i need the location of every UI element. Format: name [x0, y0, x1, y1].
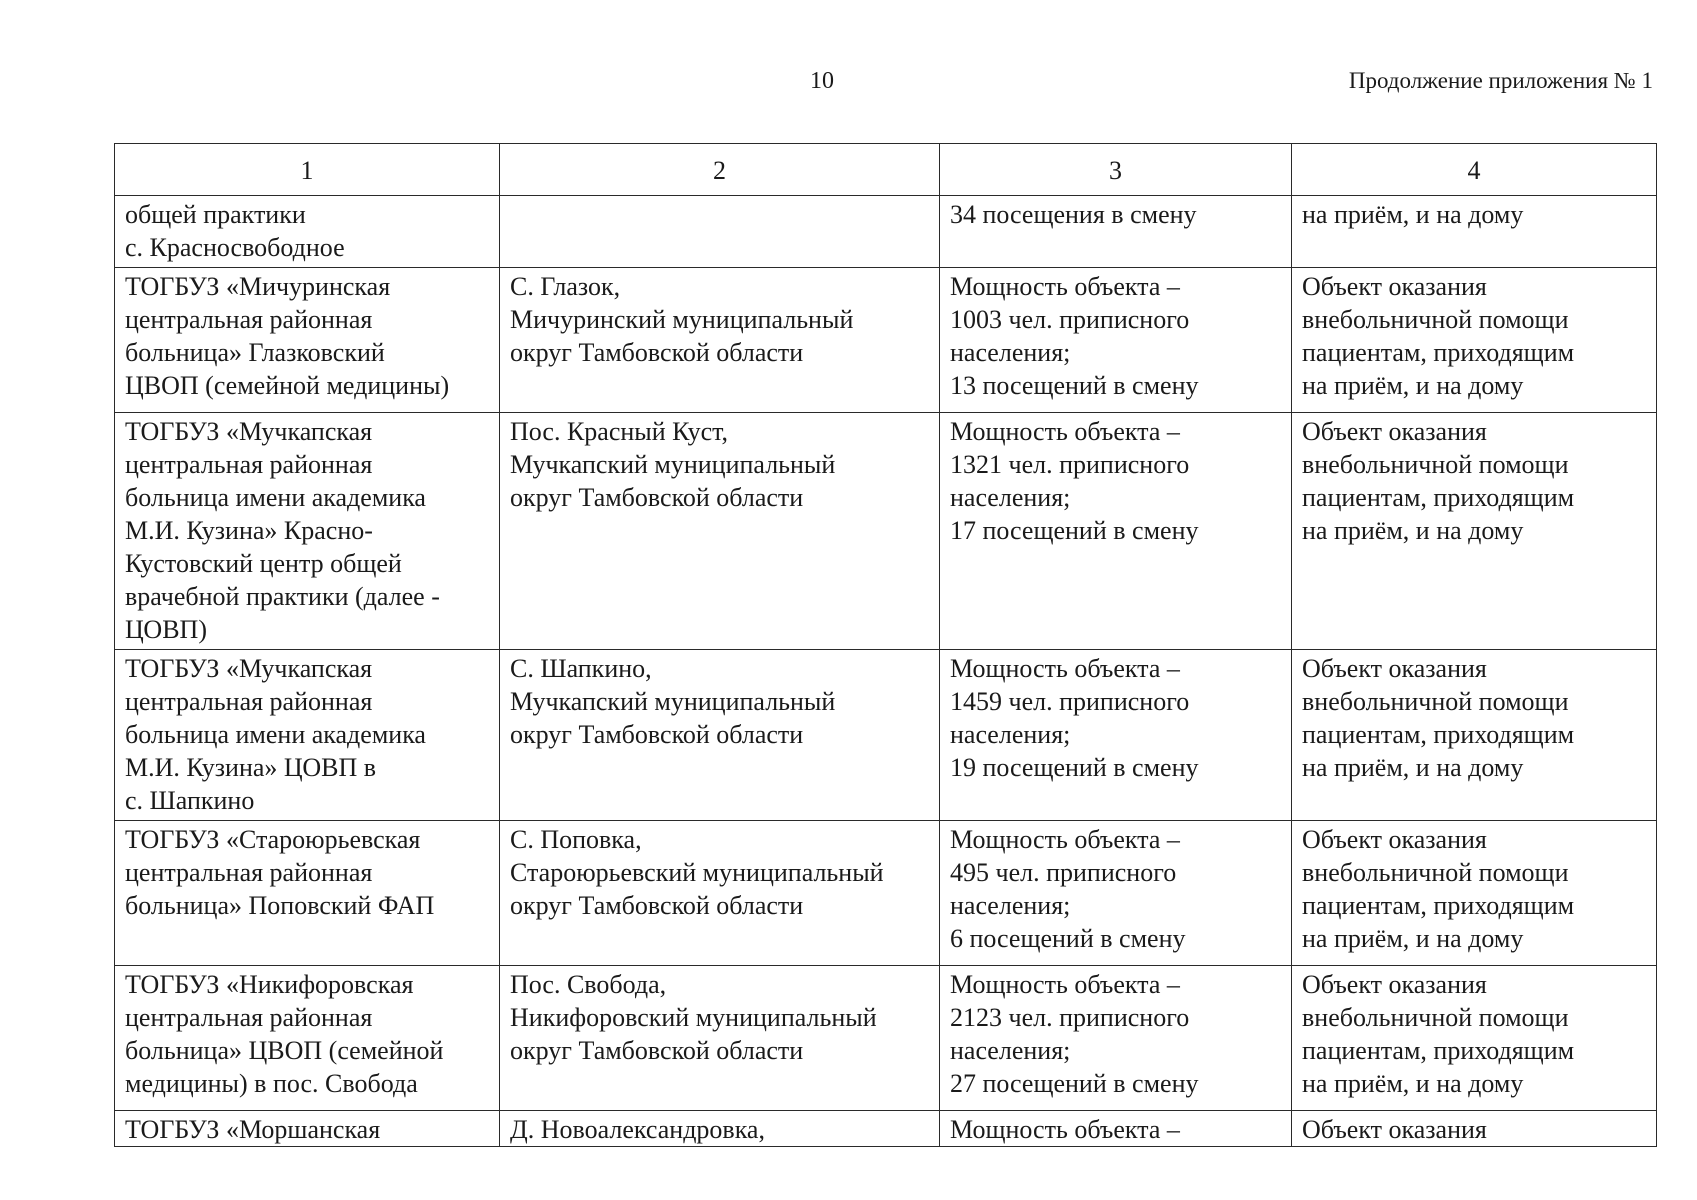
- capacity-cell: Мощность объекта – 1003 чел. приписного населения; 13 посещений в смену: [940, 268, 1292, 413]
- purpose-cell: Объект оказания: [1292, 1111, 1657, 1147]
- facilities-table: [114, 143, 1657, 1147]
- capacity-cell: Мощность объекта – 2123 чел. приписного населения; 27 посещений в смену: [940, 966, 1292, 1111]
- purpose-cell: Объект оказания внебольничной помощи пациентам, приходящим на приём, и на дому: [1292, 413, 1657, 650]
- location-cell: Пос. Свобода, Никифоровский муниципальный округ Тамбовской области: [500, 966, 940, 1111]
- column-header-2: 2: [500, 144, 940, 196]
- table-row: [115, 650, 1657, 821]
- capacity-cell: 34 посещения в смену: [940, 196, 1292, 268]
- purpose-cell: Объект оказания внебольничной помощи пациентам, приходящим на приём, и на дому: [1292, 268, 1657, 413]
- table-header-row: [115, 144, 1657, 196]
- table-row: [115, 1111, 1657, 1147]
- capacity-cell: Мощность объекта – 1321 чел. приписного населения; 17 посещений в смену: [940, 413, 1292, 650]
- table-row: [115, 413, 1657, 650]
- page-number: 10: [810, 68, 834, 94]
- table-row: [115, 196, 1657, 268]
- appendix-continuation-label: Продолжение приложения № 1: [1348, 68, 1653, 93]
- facility-name-cell: ТОГБУЗ «Староюрьевская центральная районная больница» Поповский ФАП: [115, 821, 500, 966]
- purpose-cell: Объект оказания внебольничной помощи пациентам, приходящим на приём, и на дому: [1292, 821, 1657, 966]
- facility-name-cell: ТОГБУЗ «Мучкапская центральная районная больница имени академика М.И. Кузина» ЦОВП в с. Шапкино: [115, 650, 500, 821]
- purpose-cell: Объект оказания внебольничной помощи пациентам, приходящим на приём, и на дому: [1292, 650, 1657, 821]
- facility-name-cell: общей практики с. Красносвободное: [115, 196, 500, 268]
- table-row: [115, 966, 1657, 1111]
- location-cell: [500, 196, 940, 268]
- table-row: [115, 821, 1657, 966]
- column-header-3: 3: [940, 144, 1292, 196]
- facility-name-cell: ТОГБУЗ «Мучкапская центральная районная больница имени академика М.И. Кузина» Красно- Кустовский центр общей врачебной практики (далее - ЦОВП): [115, 413, 500, 650]
- facility-name-cell: ТОГБУЗ «Никифоровская центральная районная больница» ЦВОП (семейной медицины) в пос. Свобода: [115, 966, 500, 1111]
- table-row: [115, 268, 1657, 413]
- column-header-4: 4: [1292, 144, 1657, 196]
- location-cell: Д. Новоалександровка,: [500, 1111, 940, 1147]
- location-cell: Пос. Красный Куст, Мучкапский муниципальный округ Тамбовской области: [500, 413, 940, 650]
- facility-name-cell: ТОГБУЗ «Моршанская: [115, 1111, 500, 1147]
- purpose-cell: на приём, и на дому: [1292, 196, 1657, 268]
- facility-name-cell: ТОГБУЗ «Мичуринская центральная районная больница» Глазковский ЦВОП (семейной медицины): [115, 268, 500, 413]
- purpose-cell: Объект оказания внебольничной помощи пациентам, приходящим на приём, и на дому: [1292, 966, 1657, 1111]
- location-cell: С. Глазок, Мичуринский муниципальный округ Тамбовской области: [500, 268, 940, 413]
- capacity-cell: Мощность объекта –: [940, 1111, 1292, 1147]
- location-cell: С. Поповка, Староюрьевский муниципальный округ Тамбовской области: [500, 821, 940, 966]
- capacity-cell: Мощность объекта – 495 чел. приписного населения; 6 посещений в смену: [940, 821, 1292, 966]
- capacity-cell: Мощность объекта – 1459 чел. приписного населения; 19 посещений в смену: [940, 650, 1292, 821]
- column-header-1: 1: [115, 144, 500, 196]
- location-cell: С. Шапкино, Мучкапский муниципальный округ Тамбовской области: [500, 650, 940, 821]
